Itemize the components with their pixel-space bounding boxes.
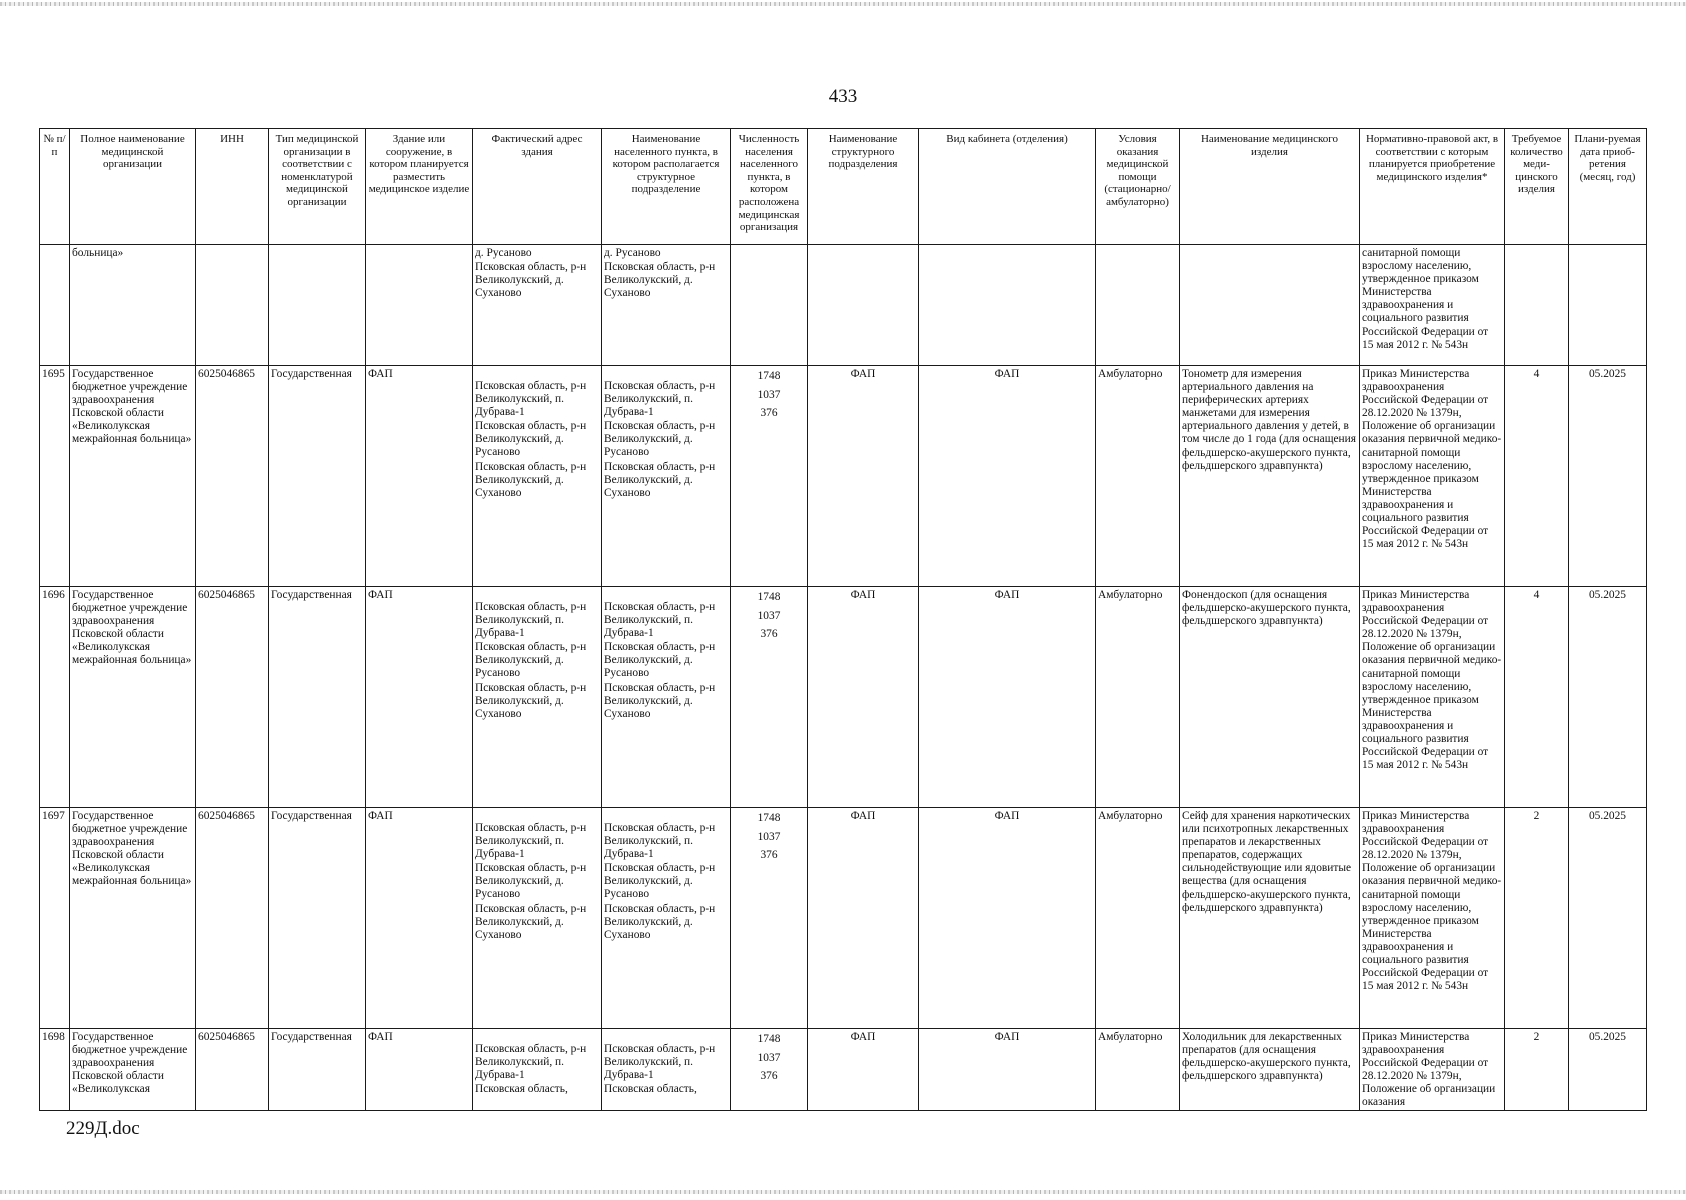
cell-address xyxy=(473,587,602,808)
population-value-list xyxy=(733,589,805,644)
cell-date xyxy=(1569,245,1647,366)
cell-type: Государственная xyxy=(269,587,366,808)
address-line: д. Русаново xyxy=(475,247,532,259)
address-line-list xyxy=(475,1031,599,1096)
cell-qty: 2 xyxy=(1505,808,1569,1029)
address-line-list xyxy=(475,589,599,721)
cell-device: Тонометр для измерения артериального давления на периферических артериях манжетами для измерения артериального давления у детей, в том числе до 1 года (для оснащения фельдшерско-акушерского пункта, фельдшерского здравпункта) xyxy=(1180,366,1360,587)
cell-inn: 6025046865 xyxy=(196,808,269,1029)
address-line: Псковская область, р-н Великолукский, д. Русаново xyxy=(475,420,587,459)
address-line: Псковская область, р-н Великолукский, д. Суханово xyxy=(475,902,587,941)
table-row xyxy=(40,808,1647,1029)
cell-population xyxy=(731,245,808,366)
settlement-line: Псковская область, xyxy=(604,1083,697,1096)
cell-settlement xyxy=(602,808,731,1029)
scan-edge-top xyxy=(0,2,1686,6)
cell-num: 1698 xyxy=(40,1029,70,1111)
cell-cabinet: ФАП xyxy=(919,587,1096,808)
continuation-row xyxy=(40,245,1647,366)
cell-act: санитарной помощи взрослому населению, утвержденное приказом Министерства здравоохранения и социального развития Российской Федерации от 15 мая 2012 г. № 543н xyxy=(1360,245,1505,366)
cell-inn xyxy=(196,245,269,366)
equipment-table xyxy=(39,128,1647,1111)
file-name-footer: 229Д.doc xyxy=(66,1118,140,1139)
table-row xyxy=(40,587,1647,808)
settlement-line: Псковская область, р-н Великолукский, д. Суханово xyxy=(604,902,716,941)
population-value: 376 xyxy=(760,628,778,640)
cell-type: Государственная xyxy=(269,808,366,1029)
address-line-list xyxy=(475,368,599,500)
population-value: 1037 xyxy=(757,609,781,622)
cell-device xyxy=(1180,245,1360,366)
address-line: Псковская область, р-н Великолукский, д. Суханово xyxy=(475,460,587,499)
settlement-line: Псковская область, р-н Великолукский, п. Дубрава-1 xyxy=(604,601,716,640)
population-value: 1748 xyxy=(757,591,781,603)
cell-type: Государственная xyxy=(269,1029,366,1111)
cell-inn: 6025046865 xyxy=(196,1029,269,1111)
header-act: Нормативно-правовой акт, в соответствии с которым планируется приобретение медицинского изделия* xyxy=(1360,129,1505,245)
cell-cabinet: ФАП xyxy=(919,808,1096,1029)
cell-num: 1696 xyxy=(40,587,70,808)
settlement-line-list xyxy=(604,810,728,942)
cell-num xyxy=(40,245,70,366)
cell-org: Государственное бюджетное учреждение здравоохранения Псковской области «Великолукская межрайонная больница» xyxy=(70,366,196,587)
settlement-line: Псковская область, р-н Великолукский, д. Суханово xyxy=(604,460,716,499)
cell-device: Сейф для хранения наркотических или психотропных лекарственных препаратов и лекарственных препаратов, содержащих сильнодействующие или ядовитые вещества (для оснащения фельдшерско-акушерского пункта, фельдшерского здравпункта) xyxy=(1180,808,1360,1029)
cell-building: ФАП xyxy=(366,366,473,587)
cell-building: ФАП xyxy=(366,808,473,1029)
address-line: Псковская область, р-н Великолукский, д. Суханово xyxy=(475,681,587,720)
cell-act: Приказ Министерства здравоохранения Российской Федерации от 28.12.2020 № 1379н, Положение об организации оказания xyxy=(1360,1029,1505,1111)
cell-act: Приказ Министерства здравоохранения Российской Федерации от 28.12.2020 № 1379н, Положение об организации оказания первичной медико-санитарной помощи взрослому населению, утвержденное приказом Министерства здравоохранения и социального развития Российской Федерации от 15 мая 2012 г. № 543н xyxy=(1360,587,1505,808)
cell-address xyxy=(473,808,602,1029)
header-population: Численность населения населенного пункта, в котором расположена медицинская организация xyxy=(731,129,808,245)
cell-population xyxy=(731,366,808,587)
header-num: № п/п xyxy=(40,129,70,245)
header-address: Фактический адрес здания xyxy=(473,129,602,245)
table-row xyxy=(40,366,1647,587)
cell-cabinet: ФАП xyxy=(919,366,1096,587)
cell-unit: ФАП xyxy=(808,366,919,587)
header-org: Полное наименование медицинской организации xyxy=(70,129,196,245)
header-cabinet: Вид кабинета (отделения) xyxy=(919,129,1096,245)
settlement-line: Псковская область, р-н Великолукский, п. Дубрава-1 xyxy=(604,380,716,419)
header-date: Плани-руемая дата приоб-ретения (месяц, год) xyxy=(1569,129,1647,245)
header-row xyxy=(40,129,1647,245)
cell-date: 05.2025 xyxy=(1569,808,1647,1029)
cell-conditions: Амбулаторно xyxy=(1096,366,1180,587)
cell-address xyxy=(473,1029,602,1111)
cell-inn: 6025046865 xyxy=(196,366,269,587)
header-device: Наименование медицинского изделия xyxy=(1180,129,1360,245)
settlement-line: д. Русаново xyxy=(604,247,661,259)
header-settlement: Наименование населенного пункта, в котором располагается структурное подразделение xyxy=(602,129,731,245)
cell-device: Фонендоскоп (для оснащения фельдшерско-акушерского пункта, фельдшерского здравпункта) xyxy=(1180,587,1360,808)
cell-unit: ФАП xyxy=(808,808,919,1029)
population-value: 1748 xyxy=(757,812,781,824)
cell-inn: 6025046865 xyxy=(196,587,269,808)
cell-population xyxy=(731,587,808,808)
cell-date: 05.2025 xyxy=(1569,1029,1647,1111)
scan-edge-bottom xyxy=(0,1190,1686,1194)
settlement-line: Псковская область, р-н Великолукский, д. Русаново xyxy=(604,420,716,459)
settlement-line: Псковская область, р-н Великолукский, д. Русаново xyxy=(604,641,716,680)
cell-settlement xyxy=(602,1029,731,1111)
settlement-line-list xyxy=(604,1031,728,1096)
cell-act: Приказ Министерства здравоохранения Российской Федерации от 28.12.2020 № 1379н, Положение об организации оказания первичной медико-санитарной помощи взрослому населению, утвержденное приказом Министерства здравоохранения и социального развития Российской Федерации от 15 мая 2012 г. № 543н xyxy=(1360,366,1505,587)
cell-conditions: Амбулаторно xyxy=(1096,808,1180,1029)
address-line: Псковская область, xyxy=(475,1083,568,1096)
cell-conditions xyxy=(1096,245,1180,366)
population-value: 376 xyxy=(760,407,778,419)
address-line: Псковская область, р-н Великолукский, п. Дубрава-1 xyxy=(475,601,587,640)
table-row xyxy=(40,1029,1647,1111)
cell-org: Государственное бюджетное учреждение здравоохранения Псковской области «Великолукская межрайонная больница» xyxy=(70,808,196,1029)
population-value-list xyxy=(733,368,805,423)
address-line: Псковская область, р-н Великолукский, п. Дубрава-1 xyxy=(475,822,587,861)
cell-cabinet xyxy=(919,245,1096,366)
population-value: 1748 xyxy=(757,370,781,382)
cell-building: ФАП xyxy=(366,1029,473,1111)
cell-type: Государственная xyxy=(269,366,366,587)
cell-address xyxy=(473,245,602,366)
population-value: 1037 xyxy=(757,388,781,401)
population-value: 376 xyxy=(760,1070,778,1082)
cell-conditions: Амбулаторно xyxy=(1096,1029,1180,1111)
cell-conditions: Амбулаторно xyxy=(1096,587,1180,808)
cell-type xyxy=(269,245,366,366)
address-line: Псковская область, р-н Великолукский, д. Русаново xyxy=(475,641,587,680)
header-inn: ИНН xyxy=(196,129,269,245)
cell-cabinet: ФАП xyxy=(919,1029,1096,1111)
cell-address xyxy=(473,366,602,587)
address-line: Псковская область, р-н Великолукский, д. Русаново xyxy=(475,862,587,901)
population-value: 1037 xyxy=(757,1051,781,1064)
cell-act: Приказ Министерства здравоохранения Российской Федерации от 28.12.2020 № 1379н, Положение об организации оказания первичной медико-санитарной помощи взрослому населению, утвержденное приказом Министерства здравоохранения и социального развития Российской Федерации от 15 мая 2012 г. № 543н xyxy=(1360,808,1505,1029)
settlement-line-list xyxy=(604,589,728,721)
header-building: Здание или сооружение, в котором планируется разместить медицинское изделие xyxy=(366,129,473,245)
cell-settlement xyxy=(602,245,731,366)
cell-device: Холодильник для лекарственных препаратов (для оснащения фельдшерско-акушерского пункта, фельдшерского здравпункта) xyxy=(1180,1029,1360,1111)
population-value-list xyxy=(733,1031,805,1086)
settlement-line: Псковская область, р-н Великолукский, п. Дубрава-1 xyxy=(604,1043,716,1082)
cell-qty: 2 xyxy=(1505,1029,1569,1111)
header-unit: Наименование структурного подразделения xyxy=(808,129,919,245)
page-number: 433 xyxy=(828,86,858,107)
cell-num: 1697 xyxy=(40,808,70,1029)
settlement-line: Псковская область, р-н Великолукский, д. Суханово xyxy=(604,681,716,720)
cell-org: Государственное бюджетное учреждение здравоохранения Псковской области «Великолукская межрайонная больница» xyxy=(70,587,196,808)
cell-date: 05.2025 xyxy=(1569,366,1647,587)
settlement-line: Псковская область, р-н Великолукский, п. Дубрава-1 xyxy=(604,822,716,861)
address-line-list xyxy=(475,810,599,942)
cell-org: больница» xyxy=(70,245,196,366)
header-type: Тип медицинской организации в соответствии с номенклатурой медицинской организации xyxy=(269,129,366,245)
address-line: Псковская область, р-н Великолукский, п. Дубрава-1 xyxy=(475,380,587,419)
header-conditions: Условия оказания медицинской помощи (стационарно/ амбулаторно) xyxy=(1096,129,1180,245)
settlement-line: Псковская область, р-н Великолукский, д. Суханово xyxy=(604,261,716,300)
cell-org: Государственное бюджетное учреждение здравоохранения Псковской области «Великолукская xyxy=(70,1029,196,1111)
cell-qty: 4 xyxy=(1505,366,1569,587)
cell-building: ФАП xyxy=(366,587,473,808)
cell-building xyxy=(366,245,473,366)
population-value: 376 xyxy=(760,849,778,861)
cell-qty: 4 xyxy=(1505,587,1569,808)
settlement-line-list xyxy=(604,368,728,500)
population-value: 1037 xyxy=(757,830,781,843)
address-line: Псковская область, р-н Великолукский, п. Дубрава-1 xyxy=(475,1043,587,1082)
cell-num: 1695 xyxy=(40,366,70,587)
cell-settlement xyxy=(602,587,731,808)
population-value-list xyxy=(733,810,805,865)
cell-unit xyxy=(808,245,919,366)
header-qty: Требуемое количество меди-цинского изделия xyxy=(1505,129,1569,245)
cell-population xyxy=(731,808,808,1029)
cell-unit: ФАП xyxy=(808,1029,919,1111)
cell-unit: ФАП xyxy=(808,587,919,808)
cell-population xyxy=(731,1029,808,1111)
settlement-line: Псковская область, р-н Великолукский, д. Русаново xyxy=(604,862,716,901)
population-value: 1748 xyxy=(757,1033,781,1045)
address-line: Псковская область, р-н Великолукский, д. Суханово xyxy=(475,261,587,300)
cell-date: 05.2025 xyxy=(1569,587,1647,808)
cell-qty xyxy=(1505,245,1569,366)
cell-settlement xyxy=(602,366,731,587)
